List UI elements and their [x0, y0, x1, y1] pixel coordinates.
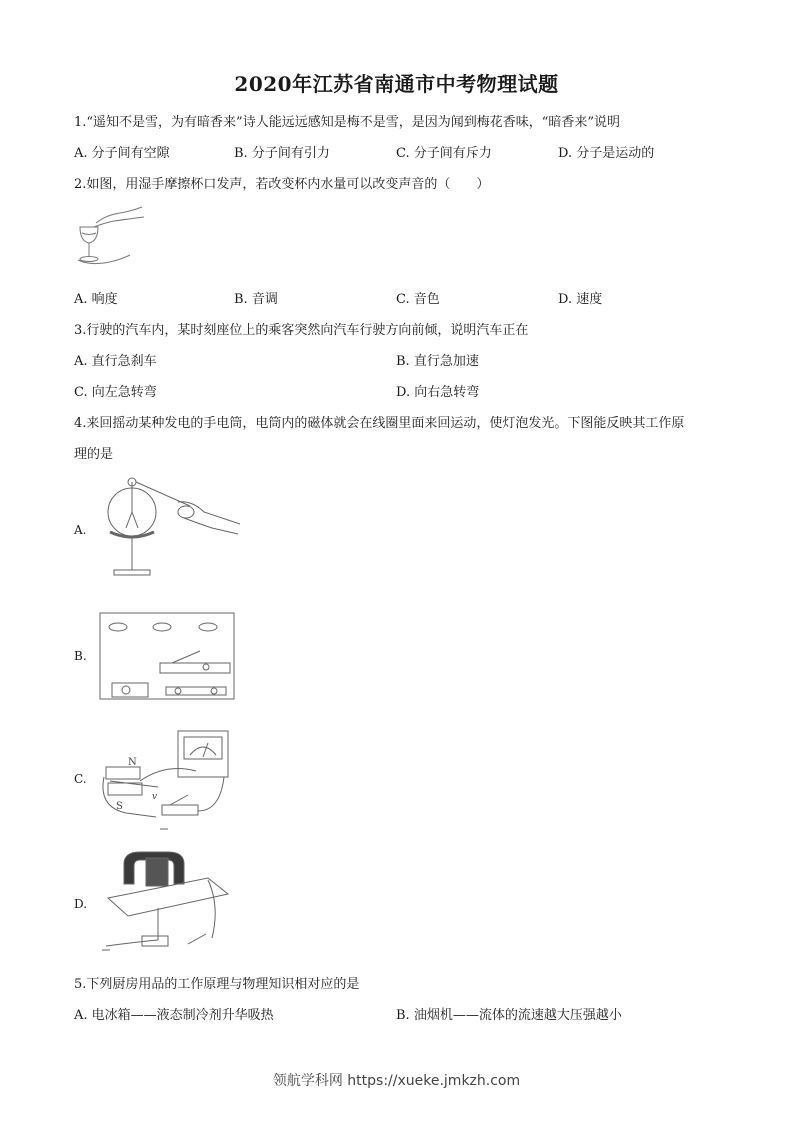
q4-figure-b-circuit — [96, 607, 246, 709]
q1-option-b: B. 分子间有引力 — [234, 146, 330, 161]
q5-stem: 5.下列厨房用品的工作原理与物理知识相对应的是 — [74, 977, 360, 992]
q1-option-a: A. 分子间有空隙 — [74, 146, 170, 161]
q1-option-d: D. 分子是运动的 — [558, 146, 655, 161]
page-title: 2020年江苏省南通市中考物理试题 — [234, 72, 559, 96]
q3-option-d: D. 向右急转弯 — [396, 385, 480, 400]
q4-label-c: C. — [74, 772, 87, 786]
q4-label-a: A. — [74, 523, 87, 537]
q2-figure-wineglass — [74, 205, 148, 269]
q4-c-magnet-n-label: N — [128, 757, 137, 768]
q3-option-a: A. 直行急刹车 — [74, 354, 157, 369]
q4-label-b: B. — [74, 649, 87, 663]
q2-option-a: A. 响度 — [74, 292, 118, 307]
q4-label-d: D. — [74, 897, 88, 911]
q2-option-c: C. 音色 — [396, 292, 440, 307]
footer-watermark: 领航学科网 https://xueke.jmkzh.com — [272, 1073, 521, 1089]
q3-option-c: C. 向左急转弯 — [74, 385, 157, 400]
q4-stem-line1: 4.来回摇动某种发电的手电筒，电筒内的磁体就会在线圈里面来回运动，使灯泡发光。下图能反映其工作原 — [74, 416, 685, 431]
q5-option-a: A. 电冰箱——液态制冷剂升华吸热 — [74, 1008, 274, 1023]
q1-stem: 1.“遥知不是雪，为有暗香来”诗人能远远感知是梅不是雪，是因为闻到梅花香味，“暗香来”说明 — [74, 115, 620, 130]
q3-stem: 3.行驶的汽车内，某时刻座位上的乘客突然向汽车行驶方向前倾，说明汽车正在 — [74, 323, 529, 338]
q2-option-b: B. 音调 — [234, 292, 278, 307]
q1-option-c: C. 分子间有斥力 — [396, 146, 492, 161]
q2-stem: 2.如图，用湿手摩擦杯口发声，若改变杯内水量可以改变声音的（ ） — [74, 177, 490, 192]
q3-option-b: B. 直行急加速 — [396, 354, 479, 369]
q2-option-d: D. 速度 — [558, 292, 603, 307]
q4-figure-a-electroscope — [100, 472, 245, 590]
q4-c-magnet-s-label: S — [116, 801, 123, 812]
q4-figure-d-electromagnet — [96, 846, 246, 958]
q4-figure-c-induction — [96, 727, 246, 833]
q4-c-velocity-label: v — [152, 792, 158, 802]
q4-stem-line2: 理的是 — [74, 447, 114, 462]
q5-option-b: B. 油烟机——流体的流速越大压强越小 — [396, 1008, 622, 1023]
